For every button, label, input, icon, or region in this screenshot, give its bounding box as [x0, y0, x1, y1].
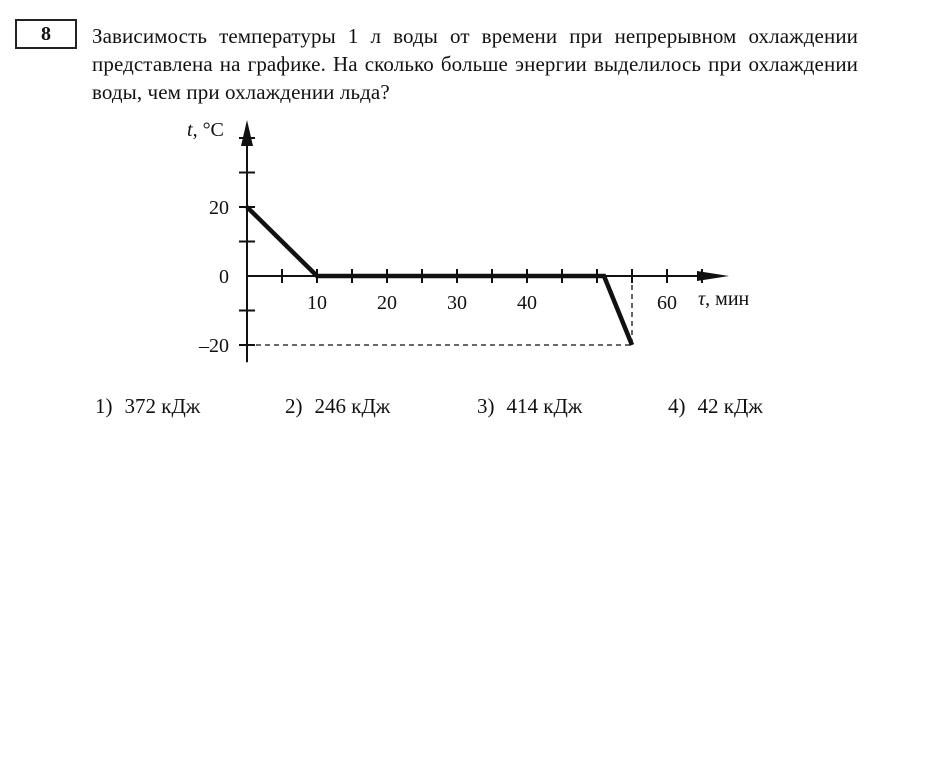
x-axis-label-unit: , мин	[705, 288, 750, 310]
task-question: Зависимость температуры 1 л воды от времени при непрерывном охлаждении представлена на графике. На сколько больше энергии выделилось при охлаждении воды, чем при охлаждении льда?	[92, 24, 858, 104]
dashed-guides	[247, 276, 632, 345]
answer-option-1[interactable]	[95, 394, 200, 419]
y-tick-label: 0	[219, 266, 229, 288]
axes	[241, 120, 729, 362]
answer-options	[95, 394, 855, 424]
x-tick-label: 10	[307, 292, 327, 314]
x-tick-label: 20	[377, 292, 397, 314]
answer-number: 4)	[668, 394, 686, 418]
task-number-box	[15, 19, 77, 49]
answer-option-2[interactable]	[285, 394, 390, 419]
y-axis-label-var: t	[187, 119, 193, 141]
temperature-time-graph	[160, 110, 780, 380]
x-axis-label-var: τ	[698, 288, 706, 310]
answer-text: 372 кДж	[124, 394, 201, 418]
y-axis-label-unit: , °C	[192, 119, 224, 141]
answer-number: 2)	[285, 394, 303, 418]
y-axis-arrow	[241, 120, 253, 146]
x-tick-label: 60	[657, 292, 677, 314]
answer-text: 246 кДж	[314, 394, 391, 418]
answer-text: 414 кДж	[506, 394, 583, 418]
x-tick-label: 30	[447, 292, 467, 314]
answer-option-3[interactable]	[477, 394, 582, 419]
x-axis-label	[698, 288, 750, 310]
answer-number: 3)	[477, 394, 495, 418]
answer-text: 42 кДж	[697, 394, 763, 418]
x-tick-label: 40	[517, 292, 537, 314]
y-tick-label: –20	[199, 335, 229, 357]
task-number: 8	[41, 22, 51, 45]
answer-number: 1)	[95, 394, 113, 418]
y-axis-label	[187, 119, 224, 141]
y-tick-label: 20	[209, 197, 229, 219]
answer-option-4[interactable]	[668, 394, 763, 419]
